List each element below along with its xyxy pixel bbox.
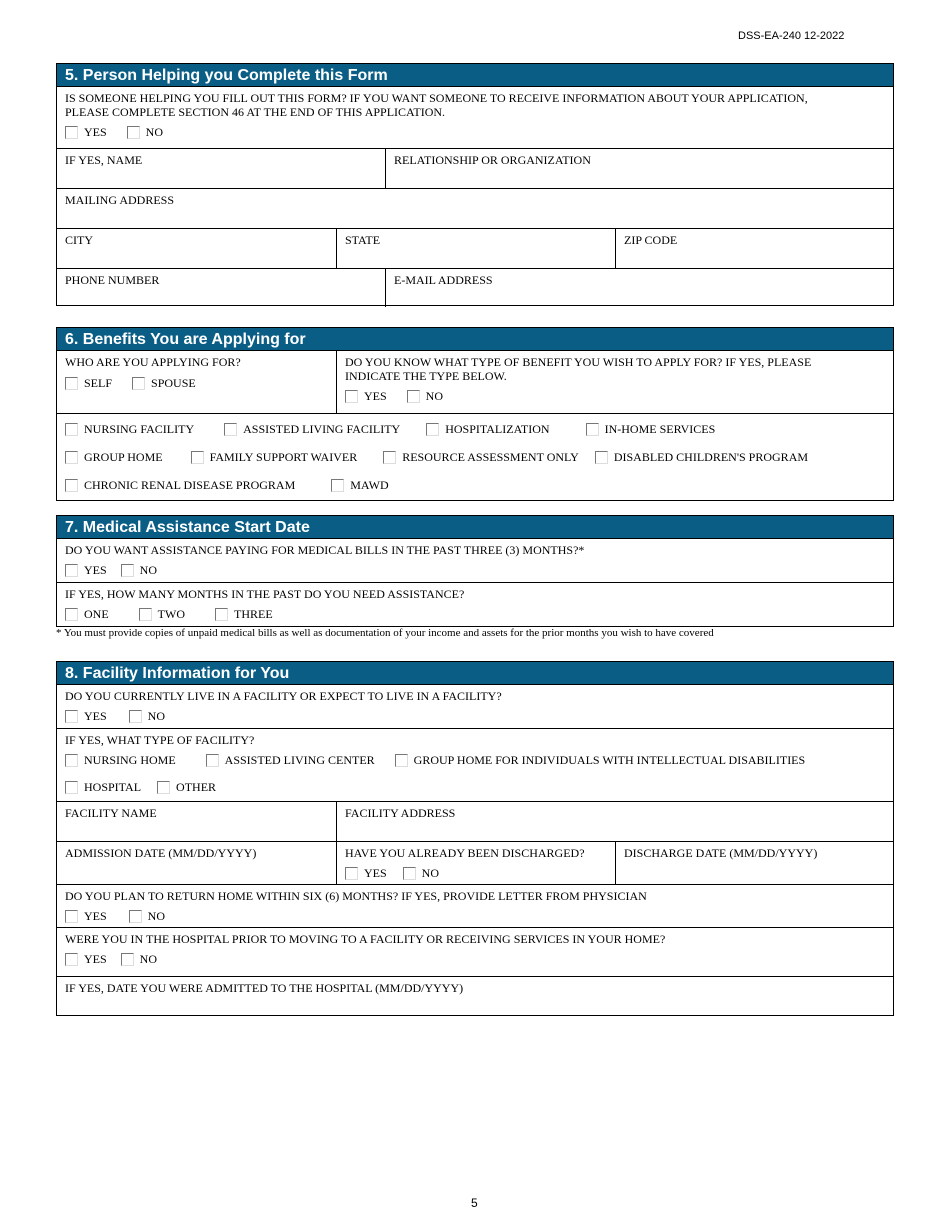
zip-label: ZIP CODE [624,233,678,247]
hospital-admitted-date-label: IF YES, DATE YOU WERE ADMITTED TO THE HOSPITAL (MM/DD/YYYY) [65,981,464,995]
discharged-yes-option[interactable]: YES [345,866,387,880]
benefit-group-home[interactable]: GROUP HOME [65,450,163,464]
benefit-disabled-childrens-program-checkbox[interactable] [595,451,608,464]
helper-question-line2: PLEASE COMPLETE SECTION 46 AT THE END OF THIS APPLICATION. [65,105,446,119]
helper-question-line1: IS SOMEONE HELPING YOU FILL OUT THIS FORM? IF YOU WANT SOMEONE TO RECEIVE INFORMATION ABOUT YOUR APPLICATION, [65,91,808,105]
relationship-label: RELATIONSHIP OR ORGANIZATION [394,153,591,167]
benefit-mawd-checkbox[interactable] [331,479,344,492]
helper-name-label: IF YES, NAME [65,153,143,167]
helper-no-option[interactable]: NO [127,125,163,139]
section-6-title: 6. Benefits You are Applying for [57,328,893,351]
prior-hospital-no-checkbox[interactable] [121,953,134,966]
know-yes-checkbox[interactable] [345,390,358,403]
benefit-chronic-renal-disease[interactable]: CHRONIC RENAL DISEASE PROGRAM [65,478,295,492]
phone-label: PHONE NUMBER [65,273,160,287]
facility-name-label: FACILITY NAME [65,806,157,820]
spouse-option[interactable]: SPOUSE [132,376,196,390]
prior-hospital-no-option[interactable]: NO [121,952,157,966]
facility-type-question: IF YES, WHAT TYPE OF FACILITY? [65,733,255,747]
mailing-address-label: MAILING ADDRESS [65,193,175,207]
benefit-mawd[interactable]: MAWD [331,478,388,492]
page-number: 5 [471,1196,478,1210]
return-home-question: DO YOU PLAN TO RETURN HOME WITHIN SIX (6) MONTHS? IF YES, PROVIDE LETTER FROM PHYSICIAN [65,889,647,903]
section-8 [56,661,894,1016]
section-7-title: 7. Medical Assistance Start Date [57,516,893,539]
benefit-disabled-childrens-program[interactable]: DISABLED CHILDREN'S PROGRAM [595,450,808,464]
months-one-checkbox[interactable] [65,608,78,621]
discharged-yes-checkbox[interactable] [345,867,358,880]
live-facility-question: DO YOU CURRENTLY LIVE IN A FACILITY OR EXPECT TO LIVE IN A FACILITY? [65,689,502,703]
email-field[interactable] [385,269,893,307]
city-field[interactable] [57,229,336,268]
section-5-title: 5. Person Helping you Complete this Form [57,64,893,87]
discharge-date-label: DISCHARGE DATE (MM/DD/YYYY) [624,846,818,860]
zip-field[interactable] [615,229,893,268]
facility-name-field[interactable] [57,802,336,841]
mailing-address-field[interactable] [57,189,893,228]
discharge-date-field[interactable] [615,842,893,884]
helper-yes-checkbox[interactable] [65,126,78,139]
type-group-home-idd[interactable]: GROUP HOME FOR INDIVIDUALS WITH INTELLECTUAL DISABILITIES [395,753,806,767]
phone-field[interactable] [57,269,385,307]
self-option[interactable]: SELF [65,376,112,390]
benefit-hospitalization[interactable]: HOSPITALIZATION [426,422,549,436]
section-7-footnote: * You must provide copies of unpaid medical bills as well as documentation of your income and assets for the prior months you wish to have covered [56,627,714,639]
know-yes-option[interactable]: YES [345,389,387,403]
live-facility-no-checkbox[interactable] [129,710,142,723]
type-assisted-living-center[interactable]: ASSISTED LIVING CENTER [206,753,375,767]
helper-name-field[interactable] [57,149,385,188]
type-other-checkbox[interactable] [157,781,170,794]
know-benefit-line2: INDICATE THE TYPE BELOW. [345,369,507,383]
benefit-in-home-services-checkbox[interactable] [586,423,599,436]
type-nursing-home-checkbox[interactable] [65,754,78,767]
state-field[interactable] [336,229,615,268]
email-label: E-MAIL ADDRESS [394,273,493,287]
benefit-chronic-renal-disease-checkbox[interactable] [65,479,78,492]
helper-no-checkbox[interactable] [127,126,140,139]
section-5 [56,63,894,306]
months-three-option[interactable]: THREE [215,607,273,621]
past-bills-no-option[interactable]: NO [121,563,157,577]
relationship-field[interactable] [385,149,893,188]
city-label: CITY [65,233,93,247]
live-facility-yes-option[interactable]: YES [65,709,107,723]
type-nursing-home[interactable]: NURSING HOME [65,753,176,767]
months-one-option[interactable]: ONE [65,607,109,621]
past-bills-no-checkbox[interactable] [121,564,134,577]
form-id: DSS-EA-240 12-2022 [738,30,845,42]
live-facility-no-option[interactable]: NO [129,709,165,723]
benefit-assisted-living-facility-checkbox[interactable] [224,423,237,436]
months-two-option[interactable]: TWO [139,607,185,621]
discharged-question: HAVE YOU ALREADY BEEN DISCHARGED? [345,846,585,860]
months-question: IF YES, HOW MANY MONTHS IN THE PAST DO YOU NEED ASSISTANCE? [65,587,465,601]
past-bills-question: DO YOU WANT ASSISTANCE PAYING FOR MEDICAL BILLS IN THE PAST THREE (3) MONTHS?* [65,543,585,557]
benefit-group-home-checkbox[interactable] [65,451,78,464]
benefit-family-support-waiver-checkbox[interactable] [191,451,204,464]
benefit-assisted-living-facility[interactable]: ASSISTED LIVING FACILITY [224,422,400,436]
discharged-no-option[interactable]: NO [403,866,439,880]
type-hospital-checkbox[interactable] [65,781,78,794]
return-home-yes-checkbox[interactable] [65,910,78,923]
months-two-checkbox[interactable] [139,608,152,621]
know-no-checkbox[interactable] [407,390,420,403]
know-no-option[interactable]: NO [407,389,443,403]
return-home-no-checkbox[interactable] [129,910,142,923]
return-home-no-option[interactable]: NO [129,909,165,923]
months-three-checkbox[interactable] [215,608,228,621]
facility-address-label: FACILITY ADDRESS [345,806,456,820]
know-benefit-line1: DO YOU KNOW WHAT TYPE OF BENEFIT YOU WISH TO APPLY FOR? IF YES, PLEASE [345,355,812,369]
section-7 [56,515,894,627]
benefit-resource-assessment-only-checkbox[interactable] [383,451,396,464]
type-other[interactable]: OTHER [157,780,216,794]
prior-hospital-yes-checkbox[interactable] [65,953,78,966]
hospital-admitted-date-field[interactable] [57,977,893,1016]
prior-hospital-yes-option[interactable]: YES [65,952,107,966]
return-home-yes-option[interactable]: YES [65,909,107,923]
helper-yes-option[interactable]: YES [65,125,107,139]
type-assisted-living-center-checkbox[interactable] [206,754,219,767]
admission-date-field[interactable] [57,842,336,884]
benefit-nursing-facility[interactable]: NURSING FACILITY [65,422,194,436]
benefit-hospitalization-checkbox[interactable] [426,423,439,436]
live-facility-yes-checkbox[interactable] [65,710,78,723]
spouse-checkbox[interactable] [132,377,145,390]
section-6 [56,327,894,501]
type-group-home-idd-checkbox[interactable] [395,754,408,767]
self-checkbox[interactable] [65,377,78,390]
who-applying-label: WHO ARE YOU APPLYING FOR? [65,355,241,369]
past-bills-yes-option[interactable]: YES [65,563,107,577]
past-bills-yes-checkbox[interactable] [65,564,78,577]
admission-date-label: ADMISSION DATE (MM/DD/YYYY) [65,846,257,860]
discharged-no-checkbox[interactable] [403,867,416,880]
facility-address-field[interactable] [336,802,893,841]
state-label: STATE [345,233,381,247]
benefit-in-home-services[interactable]: IN-HOME SERVICES [586,422,716,436]
prior-hospital-question: WERE YOU IN THE HOSPITAL PRIOR TO MOVING TO A FACILITY OR RECEIVING SERVICES IN YOUR HOME? [65,932,666,946]
benefit-nursing-facility-checkbox[interactable] [65,423,78,436]
type-hospital[interactable]: HOSPITAL [65,780,141,794]
benefit-resource-assessment-only[interactable]: RESOURCE ASSESSMENT ONLY [383,450,579,464]
section-8-title: 8. Facility Information for You [57,662,893,685]
benefit-family-support-waiver[interactable]: FAMILY SUPPORT WAIVER [191,450,358,464]
